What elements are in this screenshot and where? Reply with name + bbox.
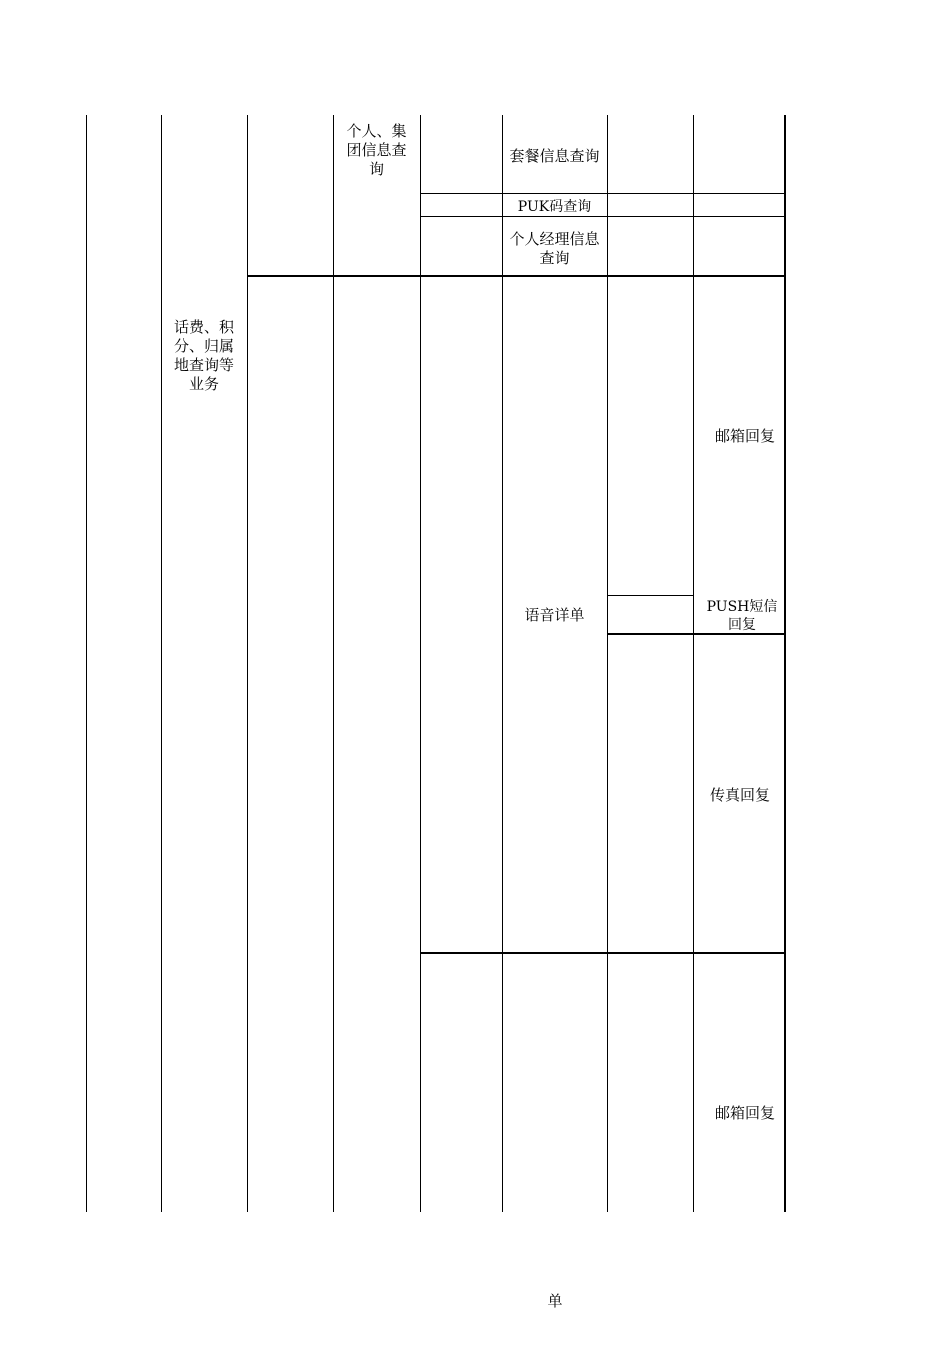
email-reply-1-text: 邮箱回复 [714, 427, 775, 445]
table-hline-group-bottom [247, 275, 785, 277]
table-vline-right [784, 115, 786, 1212]
table-hline-package-bottom [420, 193, 785, 194]
table-vline-6 [502, 115, 503, 1212]
package-query-text: 套餐信息查询 [509, 147, 600, 165]
table-vline-5 [420, 115, 421, 1212]
table-hline-voice-bottom [420, 952, 785, 954]
puk-query-text: PUK码查询 [517, 199, 592, 215]
table-vline-2 [161, 115, 162, 1212]
footer-text: 单 [547, 1292, 563, 1310]
table-vline-3 [247, 115, 248, 1212]
voice-detail-text: 语音详单 [524, 606, 585, 624]
manager-query-text: 个人经理信息 查询 [509, 230, 600, 267]
push-sms-reply-text: PUSH短信 回复 [706, 599, 778, 633]
fax-reply-text: 传真回复 [709, 786, 770, 804]
table-hline-puk-bottom [420, 216, 785, 217]
table-vline-8 [693, 115, 694, 1212]
category-cell-text: 话费、积 分、归属 地查询等 业务 [173, 318, 234, 393]
table-hline-email1-bottom [607, 595, 693, 596]
group-info-query-text: 个人、集 团信息查 询 [346, 122, 407, 178]
table-vline-7 [607, 115, 608, 1212]
table-vline-1 [86, 115, 87, 1212]
table-vline-4 [333, 115, 334, 1212]
email-reply-2-text: 邮箱回复 [714, 1104, 775, 1122]
